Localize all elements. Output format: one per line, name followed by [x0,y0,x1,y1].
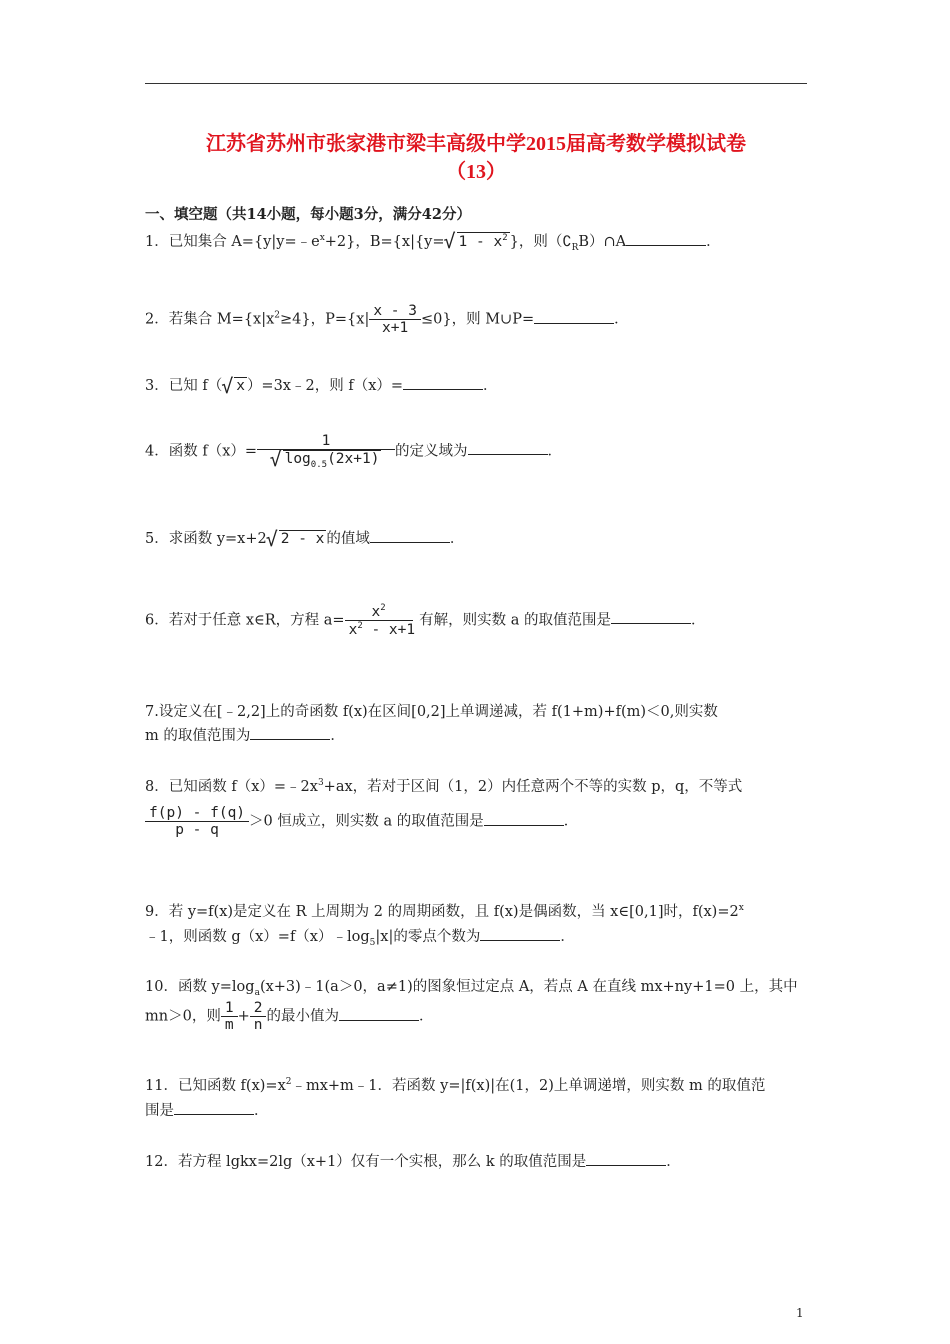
question-9-line-2: ﹣1，则函数 $g(x)=f(x)﹣\log_5|x|$的零点个数为 ． [145,929,575,948]
question-8-line-2: $\frac{f(p) - f(q)}{p - q}$ ＞0 恒成立，则实数 a 的取值范围是 ． [145,805,578,838]
answer-blank [403,388,483,390]
exam-title-number: （13） [446,161,506,183]
question-1: 1．已知集合 $A=\{y|y=﹣e^x+2\}$，B={x|{y=√ $1 - x^2$ }，则$(∁_RB)\cap A$ ． [145,230,721,253]
question-7-line-2: m 的取值范围为 ． [145,728,345,744]
fraction: $\frac{f(p) - f(q)}{p - q}$ [145,805,249,838]
exam-title: 江苏省苏州市张家港市梁丰高级中学2015届高考数学模拟试卷 [206,133,746,155]
question-6: 6．若对于任意 x∈R，方程 a= $\frac{x^2}{x^2 - x+1}$ 有解，则实数 a 的取值范围是 ． [145,603,706,638]
answer-blank [586,1164,666,1166]
fraction: $\frac{1}{m}$ [221,1000,238,1033]
question-2: 2．若集合 $M=\{x|x^2\ge 4\}$，P={x| $\frac{x - 3}{x+1}$ ≤0}，则 M∪P= ． [145,303,629,336]
page-number: 1 [796,1306,804,1320]
fraction: $\frac{2}{n}$ [250,1000,267,1033]
question-11-line-1: 11．已知函数 $f(x)=x^2﹣mx+m﹣1$．若函数 y=|f(x)|在(1，2)上单调递增，则实数 m 的取值范 [145,1077,766,1094]
answer-blank [370,541,450,543]
answer-blank [480,939,560,941]
question-9-line-1: 9．若 y=f(x)是定义在 R 上周期为 2 的周期函数，且 f(x)是偶函数，当 x∈[0,1]时，$f(x)=2^x$ [145,903,744,920]
fraction: $\frac{x - 3}{x+1}$ [369,303,421,336]
fraction: 1 √ $\log_{0.5}(2x+1)$ [257,433,395,470]
question-10-line-1: 10．函数 $y=\log_a(x+3)﹣1(a>0$，a≠1)的图象恒过定点 A，若点 A 在直线 mx+ny+1=0 上，其中 [145,979,798,998]
answer-blank [339,1019,419,1021]
fraction: $\frac{x^2}{x^2 - x+1}$ [345,603,420,638]
question-7-line-1: 7.设定义在[﹣2,2]上的奇函数 f(x)在区间[0,2]上单调递减，若 f(1+m)+f(m)＜0,则实数 [145,704,718,720]
answer-blank [534,322,614,324]
question-8-line-1: 8．已知函数 $f(x)=﹣2x^3+ax$，若对于区间（1，2）内任意两个不等的实数 p，q，不等式 [145,778,743,795]
question-3: 3．已知 f（√ x ）=3x﹣2，则 f（x）= ． [145,374,498,395]
section-heading: 一、填空题（共14小题，每小题3分，满分42分） [145,206,471,223]
question-11-line-2: 围是 ． [145,1103,269,1119]
header-rule [145,83,807,84]
answer-blank [626,244,706,246]
question-10-line-2: mn＞0，则 $\frac{1}{m}$ + $\frac{2}{n}$ 的最小值为 ． [145,1000,434,1033]
answer-blank [611,622,691,624]
question-12: 12．若方程 lgkx=2lg（x+1）仅有一个实根，那么 k 的取值范围是 ． [145,1154,681,1170]
question-5: 5．求函数 y=x+2√ 2 - x 的值域 ． [145,527,464,548]
answer-blank [484,824,564,826]
answer-blank [250,738,330,740]
question-4: 4．函数 f（x）= 1 √ $\log_{0.5}(2x+1)$ 的定义域为 ． [145,433,562,470]
answer-blank [174,1113,254,1115]
answer-blank [468,453,548,455]
